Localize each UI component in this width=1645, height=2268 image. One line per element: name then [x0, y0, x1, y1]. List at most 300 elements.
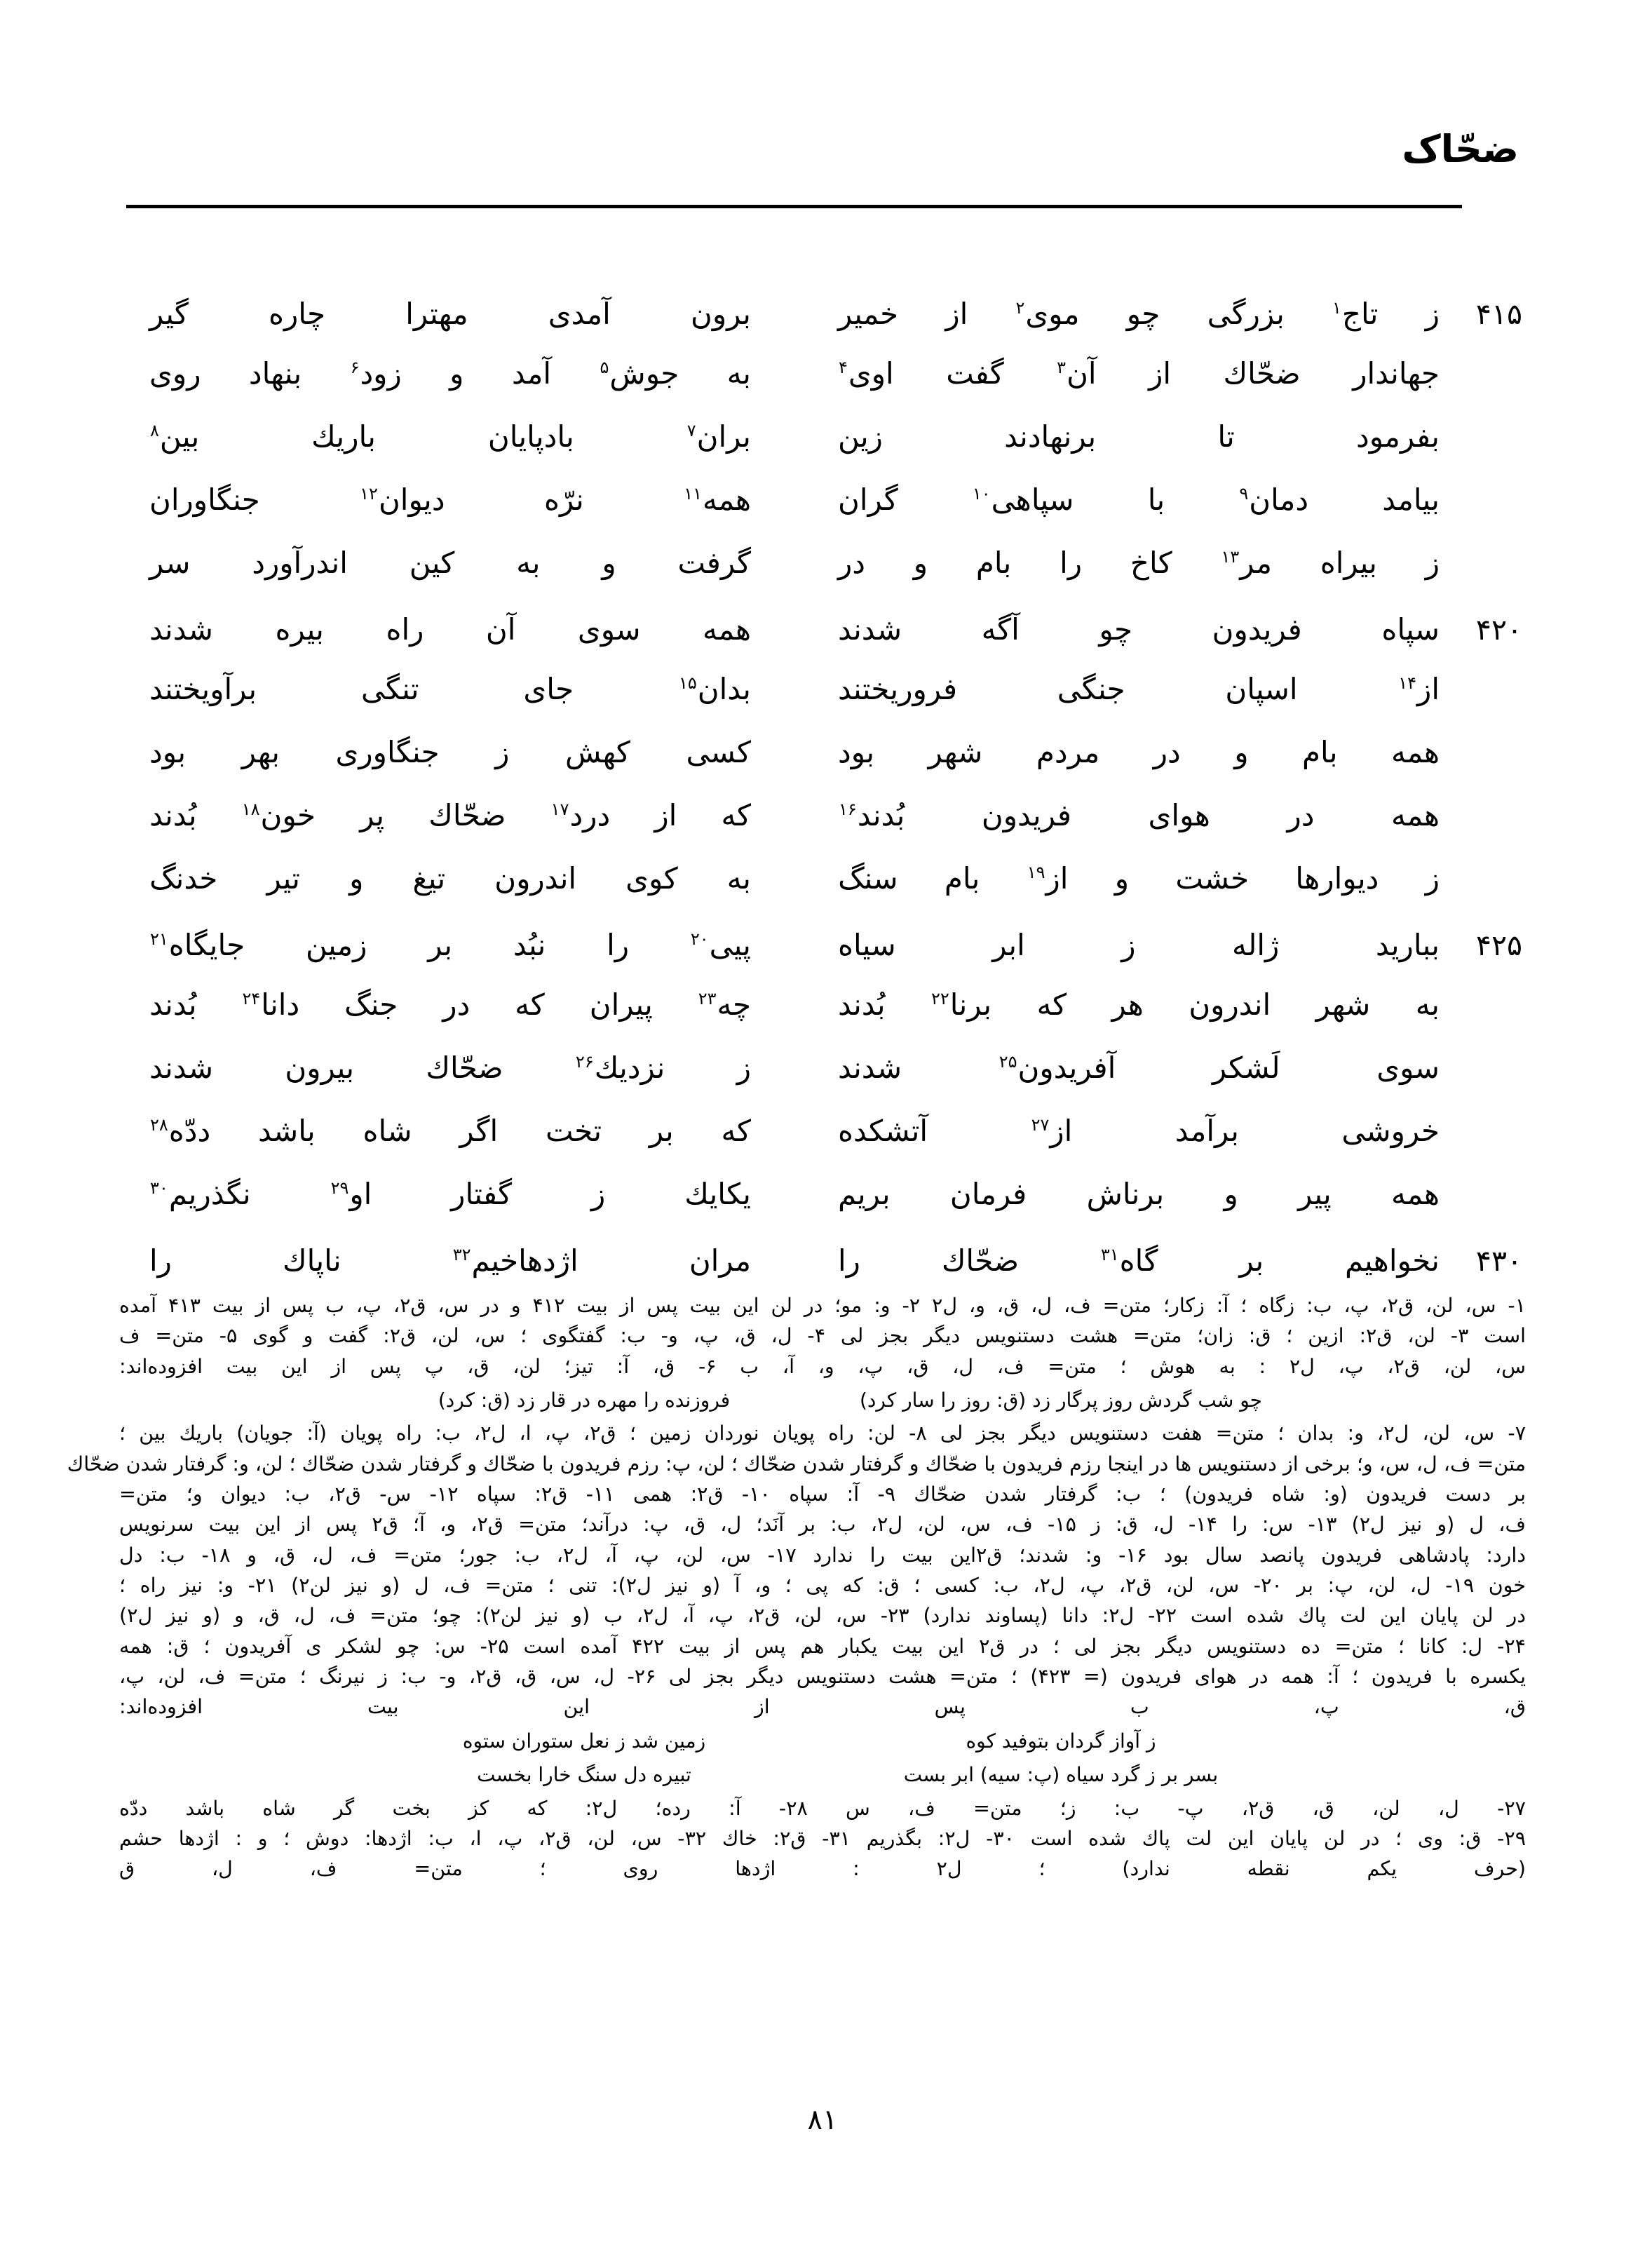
verse-word: او$^{۲۹}$ [330, 1177, 372, 1211]
apparatus-line: ۲۷- ل، لن، ق، ق۲، پ- ب: ز؛ متن= ف، س ۲۸- آ: رده؛ ل۲: كه كز بخت گر شاه باشد ددّه [119, 1796, 1526, 1820]
verse-word: از [1149, 356, 1172, 391]
verse-word: بیرون [285, 1051, 355, 1085]
verse-word: برآمد [1174, 1114, 1239, 1148]
hemistich-first [796, 736, 1440, 767]
hemistich-second [149, 673, 796, 704]
verse-word: اگر [459, 1114, 499, 1148]
verse-word: دانا$^{۲۴}$ [242, 987, 300, 1022]
apparatus-line: ۲۹- ق: وی ؛ در لن پایان این لت پاك شده است ۳۰- ل۲: بگذریم ۳۱- ق۲: خاك ۳۲- س، لن، ق۲، پ، ا، ب: اژدها: دوش ؛ و : اژدها حشم [119, 1827, 1526, 1851]
verse-word: به [726, 861, 751, 896]
verse-word: را [1060, 546, 1083, 580]
verse-word: چو [1126, 297, 1160, 331]
verse-word: كه [515, 987, 545, 1022]
verse-word: زین [838, 419, 883, 454]
footnote-marker: ۶ [350, 358, 360, 377]
verse-number [1440, 886, 1522, 889]
verse-word: كه [1036, 987, 1067, 1022]
verse-word: كه [721, 1114, 751, 1148]
hemistich-first [796, 989, 1440, 1020]
verse-word: بام [975, 546, 1012, 580]
verse-word: تا [1217, 419, 1235, 454]
verse-number: ۴۲۰ [1475, 613, 1522, 647]
verse-word: به [1415, 987, 1440, 1022]
hemistich-first [796, 861, 1440, 896]
verse-word: ضحّاك [1223, 356, 1301, 391]
verse-word: آمدی [548, 297, 611, 331]
verse-word: برون [691, 297, 751, 331]
verse-word: نرّه [543, 482, 584, 517]
footnote-marker: ۲۴ [242, 989, 261, 1008]
hemistich-second [149, 298, 796, 329]
verse-word: بُدند$^{۱۶}$ [839, 798, 905, 832]
verse-word: كهش [565, 735, 630, 769]
verse-word: اوی$^۴$ [839, 356, 894, 391]
verse-word: اندرون [1189, 987, 1271, 1022]
verse-word: فریدون [1212, 612, 1302, 647]
verse-word: همه [1391, 1177, 1440, 1211]
footnote-marker: ۱۲ [360, 484, 378, 504]
verse-word: دیوان$^{۱۲}$ [360, 482, 445, 517]
verse-number [1440, 1201, 1522, 1204]
verse-word: چه$^{۲۳}$ [698, 987, 751, 1022]
verse-word: مران [689, 1243, 751, 1278]
verse-word: آن [485, 612, 516, 647]
verse-word: سوی [1376, 1051, 1440, 1085]
verse-word: جنگی [1057, 672, 1125, 706]
verse-number [1440, 507, 1522, 510]
verse-word: زمین [306, 928, 367, 962]
verse-word: بر [649, 1114, 674, 1148]
verse-word: جوش$^۵$ [600, 356, 679, 391]
footnote-marker: ۱۰ [972, 484, 991, 504]
apparatus-line: ۷- س، لن، ل۲، و: بدان ؛ متن= هفت دستنویس دیگر بجز لی ۸- لن: راه پویان نوردان زمین ؛ ق۲، پ، ا، ل۲، ب: راه پویان (آ: جویان) باریك بین ؛ [119, 1422, 1526, 1445]
hemistich-second [149, 1052, 796, 1083]
verse-word: بام [1302, 735, 1338, 769]
apparatus-hemistich-first: بسر بر ز گرد سیاه (پ: سیه) ابر بست [903, 1763, 1219, 1787]
verse-word: را [607, 928, 630, 962]
hemistich-second [149, 358, 796, 389]
footnote-marker: ۲۰ [690, 929, 709, 949]
verse-word: بیره [275, 612, 324, 647]
verse-word: بریم [838, 1177, 891, 1211]
hemistich-first [796, 612, 1440, 647]
verse-word: چاره [269, 297, 326, 331]
verse-word: شهر [928, 735, 983, 769]
verse-word: خدنگ [149, 861, 218, 896]
verse-word: بیامد [1382, 482, 1440, 517]
verse-word: را [149, 1243, 172, 1278]
hemistich-second [149, 547, 796, 578]
apparatus-line: ۲۴- ل: كانا ؛ متن= ده دستنویس دیگر بجز لی ؛ در ق۲ این بیت یكبار هم پس از بیت ۴۲۲ آمده است ۲۵- س: چو لشكر ی آفریدون ؛ ق: همه [119, 1634, 1526, 1658]
footnote-marker: ۲۷ [1031, 1115, 1050, 1135]
footnote-marker: ۲۶ [575, 1052, 594, 1072]
verse-word: فریدون [981, 798, 1071, 832]
verse-word: آن$^۳$ [1057, 356, 1097, 391]
verse-word: لَشكر [1212, 1051, 1280, 1085]
footnote-marker: ۷ [686, 421, 696, 440]
verse-number [1440, 381, 1522, 384]
footnote-marker: ۱۸ [241, 799, 260, 819]
verse-word: موی$^۲$ [1015, 297, 1080, 331]
verse-word: زود$^۶$ [350, 356, 402, 391]
verse-block [123, 295, 1522, 1304]
footnote-marker: ۲۹ [330, 1178, 349, 1198]
hemistich-second [149, 1178, 796, 1209]
verse-word: باریك [311, 419, 376, 454]
folio-number: ۸۱ [807, 2104, 838, 2136]
verse-number [1440, 823, 1522, 825]
apparatus-line: است ۳- لن، ق۲: ازین ؛ ق: زان؛ متن= هشت دستنویس دیگر بجز لی ۴- ل، ق، پ، و- ب: گفتگوی ؛ س، لن، ق۲: گفت و گوی ۵- متن= ف [119, 1324, 1526, 1348]
verse-row [123, 610, 1522, 673]
apparatus-line: ف، ل (و نیز ل۲) ۱۳- س: را ۱۴- ل، ق: ز ۱۵- ف، س، لن، ل۲، ب: بر آنَد؛ ل، ق، پ: درآند؛ متن= ق۲، و، آ؛ ق۲ پس از این بیت سرنویس [119, 1513, 1526, 1537]
verse-word: بُدند [149, 987, 197, 1022]
verse-word: تنگی [360, 672, 419, 706]
verse-word: به [726, 356, 751, 391]
verse-number: ۴۲۵ [1475, 929, 1522, 962]
verse-word: ضحّاك [426, 1051, 503, 1085]
verse-word: از [654, 798, 677, 832]
verse-word: تاج$^۱$ [1332, 297, 1379, 331]
apparatus-line: ۱- س، لن، ق۲، پ، ب: زگاه ؛ آ: زكار؛ متن= ف، ل، ق، و، ل۲ ۲- و: مو؛ در لن این بیت پس از بیت ۴۱۲ و در س، ق۲، پ، ب پس از بیت ۴۱۳ آمده [119, 1294, 1526, 1317]
running-head [126, 127, 1519, 229]
verse-number [1440, 1012, 1522, 1015]
verse-word: آتشكده [838, 1114, 928, 1148]
hemistich-first [796, 1115, 1440, 1146]
verse-word: ضحّاك [941, 1243, 1020, 1278]
verse-word: شاه [363, 1114, 412, 1148]
verse-word: بنهاد [248, 356, 302, 391]
verse-word: شدند [838, 1051, 902, 1085]
verse-word: ز [591, 1177, 606, 1211]
hemistich-first [796, 799, 1440, 830]
verse-word: بر [428, 928, 453, 962]
footnote-marker: ۵ [600, 358, 609, 377]
verse-word: آگه [981, 612, 1020, 647]
running-head-title: ضحّاک [1402, 127, 1519, 171]
apparatus-line: یكسره با فریدون ؛ آ: همه در هوای فریدون (= ۴۲۳) ؛ متن= هشت دستنویس دیگر بجز لی ۲۶- ل، س، ق، ق۲، و- ب: ز نیرنگ ؛ متن= ف، لن، پ، [119, 1664, 1526, 1688]
verse-word: خروشی [1341, 1114, 1440, 1148]
hemistich-first [796, 1052, 1440, 1083]
verse-word: و [449, 356, 464, 391]
footnote-marker: ۱ [1332, 298, 1341, 318]
apparatus-line: دارد: پادشاهی فریدون پانصد سال بود ۱۶- و: شدند؛ ق۲این بیت را ندارد ۱۷- س، لن، پ، آ، ل۲، ب: جور؛ متن= ف، ل، ق، و ۱۸- ب: دل [119, 1543, 1526, 1567]
verse-word: بهر [241, 735, 280, 769]
verse-word: گیر [149, 297, 189, 331]
footnote-marker: ۹ [1239, 484, 1249, 504]
verse-word: شدند [838, 612, 902, 647]
verse-word: جهاندار [1353, 356, 1440, 391]
apparatus-line: بر دست فریدون (و: شاه فریدون) ؛ ب: گرفتار شدن ضحّاك ۹- آ: سپاه ۱۰- ق۲: همی ۱۱- ق۲: سپاه ۱۲- س- ق۲، ب: دیوان و؛ متن= [119, 1483, 1526, 1506]
verse-word: سنگ [838, 861, 898, 896]
verse-word: جنگاوران [149, 482, 260, 517]
verse-word: ددّه$^{۲۸}$ [150, 1114, 211, 1148]
verse-word: برنهادند [1004, 419, 1097, 454]
hemistich-second [149, 1115, 796, 1146]
footnote-marker: ۲۵ [998, 1052, 1017, 1072]
verse-row [123, 421, 1522, 484]
apparatus-hemistich-first: ز آواز گردان بتوفید كوه [966, 1729, 1156, 1753]
verse-word: و [602, 546, 616, 580]
verse-word: در [838, 546, 866, 580]
hemistich-first [796, 547, 1440, 578]
verse-word: پر [360, 798, 385, 832]
hemistich-first [796, 1178, 1440, 1209]
verse-word: سیاه [838, 928, 896, 962]
verse-word: با [1147, 482, 1165, 517]
verse-word: را [838, 1243, 860, 1278]
footnote-marker: ۱۴ [1398, 673, 1417, 693]
verse-row [123, 926, 1522, 989]
verse-word: یكایك [684, 1177, 751, 1211]
verse-word: گران [838, 482, 898, 517]
verse-word: نزدیك$^{۲۶}$ [575, 1051, 665, 1085]
verse-row [123, 484, 1522, 547]
verse-word: در [1153, 735, 1181, 769]
hemistich-second [149, 989, 796, 1020]
footnote-marker: ۳۰ [150, 1178, 168, 1198]
verse-word: تیغ [412, 861, 446, 896]
verse-word: همه [1391, 735, 1440, 769]
verse-word: هوای [1148, 798, 1210, 832]
footnote-marker: ۳ [1057, 358, 1067, 377]
hemistich-second [149, 421, 796, 452]
verse-number: ۴۱۵ [1475, 297, 1522, 331]
verse-word: گاه$^{۳۱}$ [1100, 1243, 1158, 1278]
verse-word: پیر [1298, 1177, 1332, 1211]
verse-word: گرفت [677, 546, 751, 580]
verse-word: اندرون [494, 861, 577, 896]
footnote-marker: ۱۶ [839, 799, 857, 819]
verse-word: سر [149, 546, 191, 580]
footnote-marker: ۸ [150, 421, 159, 440]
verse-word: اندرآورد [252, 546, 348, 580]
verse-row [123, 1115, 1522, 1178]
verse-word: گفت [946, 356, 1004, 391]
apparatus-line: متن= ف، ل، س، و؛ برخی از دستنویس ها در اینجا رزم فریدون با ضحّاك و گرفتار شدن ضحّاك ؛ لن، پ: رزم فریدون با ضحّاك و گرفتار شدن ضحّاك ؛ لن، و: گرفتار شدن ضحّاك [67, 1452, 1526, 1476]
verse-word: و [349, 861, 364, 896]
hemistich-second [149, 1245, 796, 1276]
verse-word: بین$^۸$ [150, 419, 200, 454]
verse-word: چو [1099, 612, 1133, 647]
verse-word: و [1234, 735, 1249, 769]
verse-word: هر [1111, 987, 1144, 1022]
verse-word: خمیر [838, 297, 899, 331]
verse-number [1440, 1075, 1522, 1078]
verse-word: ز [1121, 928, 1136, 962]
verse-word: ضحّاك [428, 798, 506, 832]
verse-number [1440, 444, 1522, 447]
hemistich-second [149, 612, 796, 647]
hemistich-first [796, 484, 1440, 515]
footnote-marker: ۲ [1015, 298, 1025, 318]
footnote-marker: ۱۱ [684, 484, 703, 504]
verse-word: كسی [686, 735, 751, 769]
verse-word: از$^{۱۴}$ [1398, 672, 1440, 706]
verse-row [123, 799, 1522, 863]
verse-word: بُدند [149, 798, 197, 832]
verse-row [123, 673, 1522, 736]
apparatus-hemistich-second: تبیره دل سنگ خارا بخست [477, 1763, 691, 1787]
verse-row [123, 989, 1522, 1052]
header-rule [126, 205, 1462, 208]
verse-word: ز [1425, 297, 1440, 331]
verse-word: نگذریم$^{۳۰}$ [150, 1177, 251, 1211]
verse-word: شدند [149, 1051, 214, 1085]
apparatus-inserted-couplet-1 [119, 1386, 1526, 1416]
apparatus-line: س، لن، ق۲، پ، ل۲ : به هوش ؛ متن= ف، ل، ق، پ، و، آ، ب ۶- ق، آ: تیز؛ لن، ق، پ پس از این بیت افزوده‌اند: [119, 1354, 1526, 1378]
verse-word: نبُد [513, 928, 546, 962]
hemistich-second [149, 861, 796, 896]
verse-word: باشد [258, 1114, 316, 1148]
verse-word: ببارید [1375, 928, 1440, 962]
verse-word: گفتار [451, 1177, 513, 1211]
verse-word: بام [944, 861, 980, 896]
verse-word: كه [721, 798, 751, 832]
verse-word: بُدند [838, 987, 886, 1022]
verse-word: كوی [625, 861, 678, 896]
verse-word: پیی$^{۲۰}$ [690, 928, 751, 962]
verse-word: فرمان [949, 1177, 1027, 1211]
verse-row [123, 295, 1522, 358]
footnote-marker: ۳۲ [452, 1245, 471, 1264]
verse-word: دیوارها [1295, 861, 1379, 896]
verse-word: تخت [545, 1114, 602, 1148]
verse-word: سپاه [1381, 612, 1440, 647]
verse-word: جنگ [344, 987, 398, 1022]
verse-word: نخواهیم [1345, 1243, 1440, 1278]
verse-word: ناپاك [283, 1243, 341, 1278]
footnote-marker: ۳۱ [1100, 1245, 1119, 1264]
hemistich-first [796, 1245, 1440, 1276]
hemistich-first [796, 673, 1440, 704]
apparatus-line: در لن پایان این لت پاك شده است ۲۲- ل۲: دانا (پساوند ندارد) ۲۳- س، لن، ق۲، پ، آ، ل۲، ب (و نیز لن۲): چو؛ متن= ف، ل، ق، و (و نیز ل۲) [119, 1604, 1526, 1628]
hemistich-first [796, 298, 1440, 329]
verse-word: ژاله [1232, 928, 1280, 962]
verse-row [123, 1178, 1522, 1241]
verse-word: ابر [992, 928, 1025, 962]
hemistich-second [149, 799, 796, 830]
verse-word: در [442, 987, 471, 1022]
verse-word: آمد [511, 356, 552, 391]
verse-word: ز [1425, 546, 1440, 580]
verse-word: در [1287, 798, 1315, 832]
verse-word: و [1224, 1177, 1238, 1211]
verse-word: بود [838, 735, 875, 769]
hemistich-first [796, 358, 1440, 389]
verse-number [1440, 570, 1522, 573]
verse-word: همه$^{۱۱}$ [684, 482, 751, 517]
verse-word: پیران [589, 987, 653, 1022]
verse-word: از$^{۲۷}$ [1031, 1114, 1073, 1148]
verse-word: كاخ [1130, 546, 1172, 580]
verse-word: بود [149, 735, 187, 769]
hemistich-second [149, 736, 796, 767]
verse-row [123, 736, 1522, 799]
verse-word: همه [1391, 798, 1440, 832]
verse-word: مر$^{۱۳}$ [1221, 546, 1272, 580]
verse-word: شهر [1315, 987, 1371, 1022]
apparatus-hemistich-second: زمین شد ز نعل ستوران ستوه [462, 1729, 706, 1753]
verse-number: ۴۳۰ [1475, 1244, 1522, 1278]
verse-word: خون$^{۱۸}$ [241, 798, 316, 832]
verse-word: سوی [577, 612, 641, 647]
verse-word: بفرمود [1355, 419, 1440, 454]
footnote-marker: ۲۲ [930, 989, 949, 1008]
apparatus-hemistich-second: فروزنده را مهره در قار زد (ق: كرد) [438, 1388, 731, 1412]
verse-word: ز [736, 1051, 751, 1085]
verse-word: و [913, 546, 928, 580]
verse-word: جایگاه$^{۲۱}$ [150, 928, 245, 962]
verse-word: جای [523, 672, 574, 706]
hemistich-second [149, 484, 796, 515]
verse-word: بادپایان [487, 419, 574, 454]
verse-word: دمان$^۹$ [1239, 482, 1309, 517]
apparatus-hemistich-first: چو شب گردش روز پرگار زد (ق: روز را سار كرد) [860, 1388, 1262, 1412]
hemistich-second [149, 929, 796, 960]
verse-word: روی [149, 356, 201, 391]
verse-word: اسپان [1225, 672, 1298, 706]
verse-word: سپاهی$^{۱۰}$ [972, 482, 1074, 517]
verse-word: اژدهاخیم$^{۳۲}$ [452, 1243, 578, 1278]
verse-word: مهترا [405, 297, 468, 331]
verse-word: راه [386, 612, 424, 647]
verse-row [123, 863, 1522, 926]
footnote-marker: ۱۷ [550, 799, 569, 819]
apparatus-line: ق، پ، ب پس از این بیت افزوده‌اند: [119, 1695, 1526, 1719]
verse-word: درد$^{۱۷}$ [550, 798, 611, 832]
verse-word: و [1114, 861, 1130, 896]
verse-word: شدند [149, 612, 213, 647]
footnote-marker: ۲۳ [698, 989, 717, 1008]
verse-word: ز [1425, 861, 1440, 896]
footnote-marker: ۴ [839, 358, 848, 377]
verse-word: تیر [266, 861, 300, 896]
verse-word: بدان$^{۱۵}$ [678, 672, 751, 706]
verse-word: برنا$^{۲۲}$ [930, 987, 992, 1022]
verse-word: ز [495, 735, 510, 769]
apparatus-inserted-couplet-2 [119, 1727, 1526, 1757]
verse-word: بیراه [1320, 546, 1377, 580]
verse-word: برآویختند [149, 672, 257, 706]
verse-word: به [516, 546, 541, 580]
verse-word: جنگاوری [335, 735, 440, 769]
apparatus-line: خون ۱۹- ل، لن، پ: بر ۲۰- س، لن، ق۲، پ، ل۲، ب: كسی ؛ ق: كه پی ؛ و، آ (و نیز ل۲): تنی ؛ متن= ف، ل (و نیز لن۲) ۲۱- و: نیز راه ؛ [119, 1574, 1526, 1598]
footnote-marker: ۱۳ [1221, 547, 1240, 567]
verse-number [1440, 1138, 1522, 1141]
verse-word: كین [409, 546, 455, 580]
verse-word: بران$^۷$ [686, 419, 751, 454]
verse-word: از [945, 297, 968, 331]
apparatus-line: (حرف یكم نقطه ندارد) ؛ ل۲ : اژدها روی ؛ متن= ف، ل، ق [119, 1857, 1526, 1881]
footnote-marker: ۱۹ [1027, 863, 1045, 882]
apparatus-inserted-couplet-3 [119, 1760, 1526, 1790]
verse-word: برناش [1086, 1177, 1165, 1211]
verse-word: بر [1239, 1243, 1264, 1278]
critical-apparatus [67, 1290, 1526, 1884]
verse-word: آفریدون$^{۲۵}$ [998, 1051, 1116, 1085]
footnote-marker: ۲۸ [150, 1115, 168, 1135]
verse-word: خشت [1175, 861, 1250, 896]
hemistich-first [796, 421, 1440, 452]
verse-number [1440, 696, 1522, 699]
verse-number [1440, 760, 1522, 762]
verse-word: از$^{۱۹}$ [1027, 861, 1069, 896]
verse-row [123, 547, 1522, 610]
verse-word: بزرگی [1207, 297, 1285, 331]
verse-row [123, 1052, 1522, 1115]
footnote-marker: ۱۵ [678, 673, 697, 693]
footnote-marker: ۲۱ [150, 929, 168, 949]
